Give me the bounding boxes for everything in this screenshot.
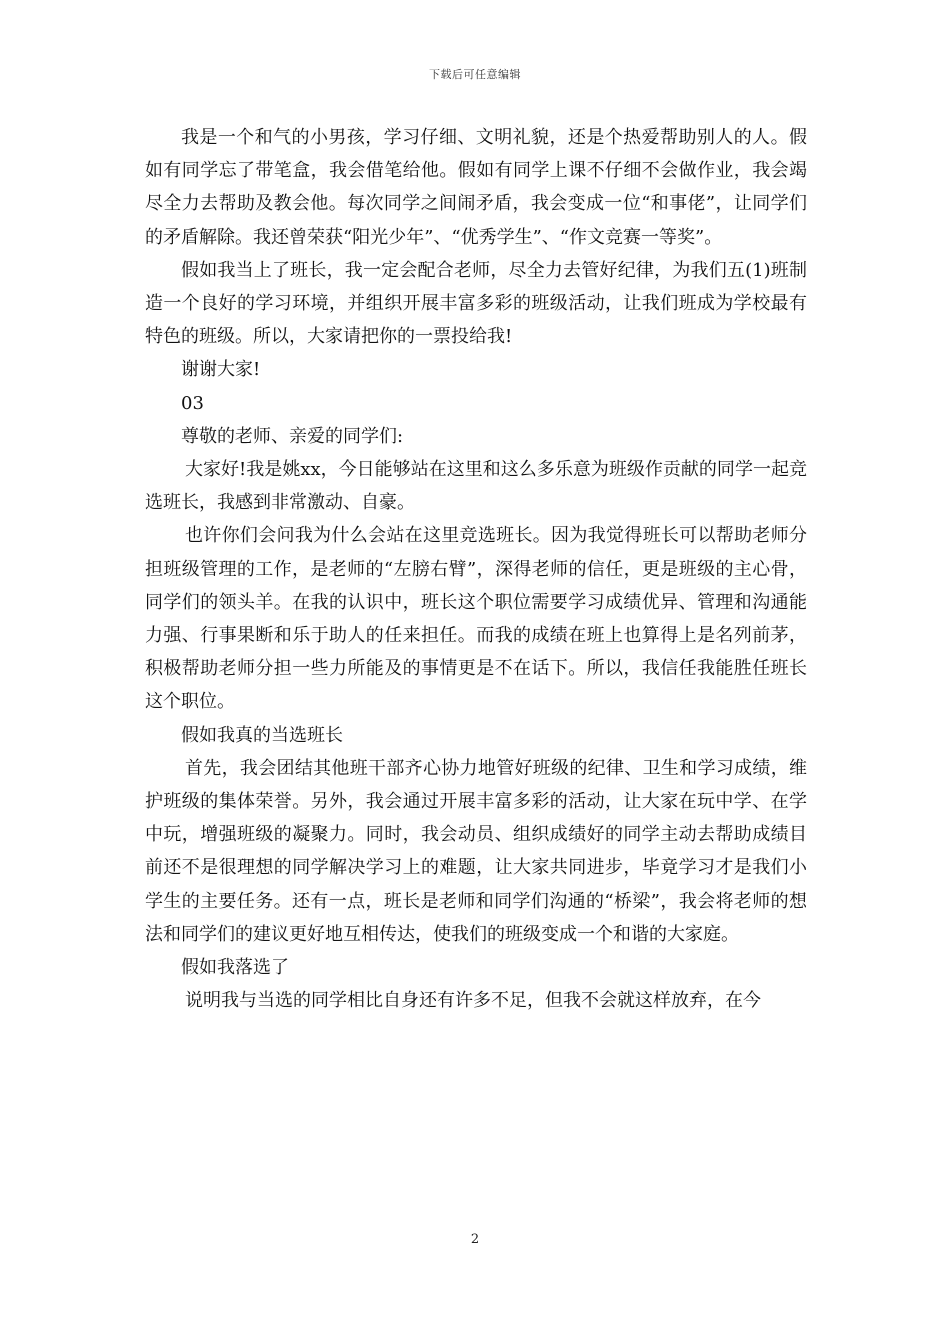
paragraph-salutation: 尊敬的老师、亲爱的同学们: (181, 425, 404, 447)
page-number: 2 (470, 1232, 480, 1247)
paragraph-thanks: 谢谢大家! (181, 359, 261, 381)
document-body (145, 121, 807, 1017)
section-number: 03 (181, 392, 204, 414)
page-header: 下载后可任意编辑 (429, 68, 521, 81)
paragraph-not-elected: 说明我与当选的同学相比自身还有许多不足，但我不会就这样放弃，在今 (185, 990, 761, 1012)
subheading-if-elected: 假如我真的当选班长 (181, 724, 343, 746)
paragraph-plan: 首先，我会团结其他班干部齐心协力地管好班级的纪律、卫生和学习成绩，维护班级的集体荣誉。另外，我会通过开展丰富多彩的活动，让大家在玩中学、在学中玩，增强班级的凝聚力。同时，我会动员、组织成绩好的同学主动去帮助成绩目前还不是很理想的同学解决学习上的难题，让大家共同进步，毕竟学习才是我们小学生的主要任务。还有一点，班长是老师和同学们沟通的“桥梁”，我会将老师的想法和同学们的建议更好地互相传达，使我们的班级变成一个和谐的大家庭。 (145, 757, 807, 945)
subheading-if-not-elected: 假如我落选了 (181, 957, 289, 979)
paragraph-reason: 也许你们会问我为什么会站在这里竞选班长。因为我觉得班长可以帮助老师分担班级管理的工作，是老师的“左膀右臂”，深得老师的信任，更是班级的主心骨，同学们的领头羊。在我的认识中，班长这个职位需要学习成绩优异、管理和沟通能力强、行事果断和乐于助人的任来担任。而我的成绩在班上也算得上是名列前茅，积极帮助老师分担一些力所能及的事情更是不在话下。所以，我信任我能胜任班长这个职位。 (145, 525, 807, 713)
paragraph-greeting: 大家好!我是姚xx，今日能够站在这里和这么多乐意为班级作贡献的同学一起竞选班长，我感到非常激动、自豪。 (145, 459, 807, 514)
paragraph-promise: 假如我当上了班长，我一定会配合老师，尽全力去管好纪律，为我们五(1)班制造一个良好的学习环境，并组织开展丰富多彩的班级活动，让我们班成为学校最有特色的班级。所以，大家请把你的一票投给我! (145, 259, 807, 348)
paragraph-self-intro: 我是一个和气的小男孩，学习仔细、文明礼貌，还是个热爱帮助别人的人。假如有同学忘了带笔盒，我会借笔给他。假如有同学上课不仔细不会做作业，我会竭尽全力去帮助及教会他。每次同学之间闹矛盾，我会变成一位“和事佬”，让同学们的矛盾解除。我还曾荣获“阳光少年”、“优秀学生”、“作文竞赛一等奖”。 (145, 127, 807, 248)
